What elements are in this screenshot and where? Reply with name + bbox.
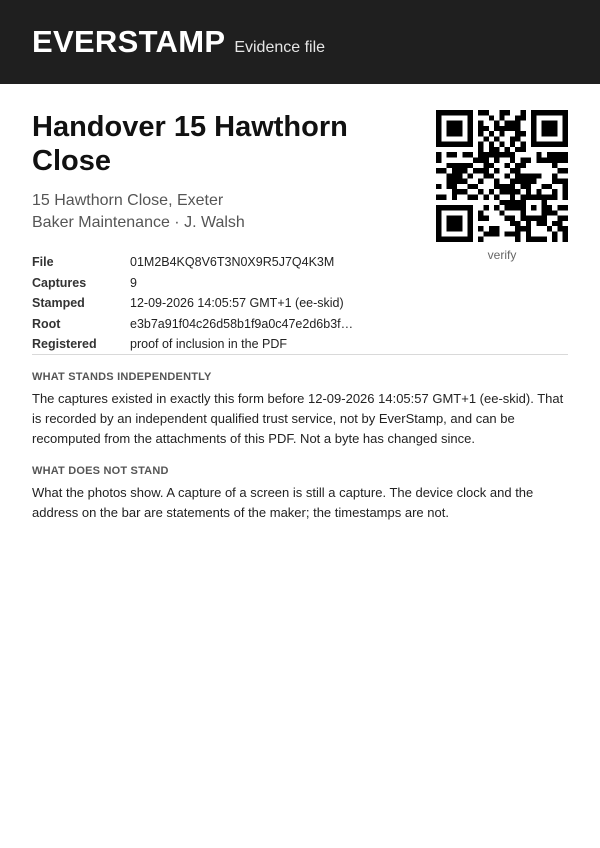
meta-value: proof of inclusion in the PDF xyxy=(130,337,288,351)
address-line: 15 Hawthorn Close, Exeter xyxy=(32,192,224,209)
metadata-table xyxy=(32,252,568,355)
meta-row-root xyxy=(32,314,568,335)
meta-value: e3b7a91f04c26d58b1f9a0c47e2d6b3f… xyxy=(130,316,354,331)
meta-key: Captures xyxy=(32,275,87,290)
brand-logo: EVERSTAMP xyxy=(32,24,226,59)
qr-verify-link[interactable] xyxy=(436,110,568,262)
meta-value: 01M2B4KQ8V6T3N0X9R5J7Q4K3M xyxy=(130,255,335,269)
qr-code-icon[interactable] xyxy=(436,110,568,242)
meta-row-stamped xyxy=(32,293,568,314)
meta-key: Stamped xyxy=(32,296,85,310)
page-title: Handover 15 Hawthorn Close xyxy=(32,111,348,177)
meta-key: Root xyxy=(32,316,61,331)
meta-key: Registered xyxy=(32,337,97,351)
section-body: The captures existed in exactly this form before 12-09-2026 14:05:57 GMT+1 (ee-skid). That is recorded by an independent qualified trust service, not by EverStamp, and can be recomputed from the attachments of this PDF. Not a byte has changed since. xyxy=(32,391,564,446)
section-not-stands xyxy=(0,465,600,523)
section-heading: WHAT DOES NOT STAND xyxy=(32,465,169,477)
section-heading: WHAT STANDS INDEPENDENTLY xyxy=(32,371,212,383)
header-subtitle: Evidence file xyxy=(234,39,326,56)
section-stands xyxy=(0,371,600,449)
maker-line: Baker Maintenance · J. Walsh xyxy=(32,214,245,231)
verify-label[interactable]: verify xyxy=(487,248,517,262)
meta-key: File xyxy=(32,255,54,269)
header-bar xyxy=(0,0,600,84)
summary-block xyxy=(0,84,600,354)
meta-row-captures xyxy=(32,273,568,294)
meta-value: 9 xyxy=(130,275,137,290)
section-body: What the photos show. A capture of a screen is still a capture. The device clock and the address on the bar are statements of the maker; the timestamps are not. xyxy=(32,485,534,520)
meta-value: 12-09-2026 14:05:57 GMT+1 (ee-skid) xyxy=(130,296,344,310)
meta-row-registered xyxy=(32,334,568,355)
